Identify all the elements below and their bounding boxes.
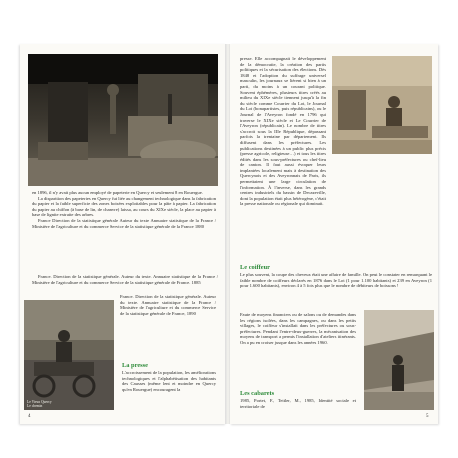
right-page [230,44,438,424]
old-man-photo [24,300,114,410]
paragraph: en 1896, il n'y avait plus aucun employé de papeterie en Quercy et seulement 8 en Rouergue. [32,190,203,195]
left-text-block [32,190,216,229]
left-text-citation [32,274,218,285]
page-number: 5 [426,414,429,419]
paragraph: France. Direction de la statistique générale. Auteur du texte. Annuaire statistique de la France / Ministère de l'agriculture et du commerce Service de la statistique générale de France, 1890 [120,294,216,316]
left-page [20,44,226,424]
paragraph: La disparition des papeteries en Quercy fut liée au changement technologique dans la fabrication du papier et la faible superficie des zones boisées exploitables pour la pâte à papier. La fabrication du papier au chiffon (à base de lin, de chanvre) laissa, au cours du XIXe siècle, la place au papier à base de lignite extraite des arbres. [32,195,216,218]
paragraph: France. Direction de la statistique générale. Auteur du texte. Annuaire statistique de la France / Ministère de l'agriculture et du commerce Service de la statistique générale de France. 1885 [32,274,218,285]
photo-caption: Le Vieux Quercy Le chemin [27,400,52,408]
paragraph: France Direction de la statistique générale Auteur du texte Annuaire statistique de la France / Ministère de l'agriculture et du commerce Service de la statistique générale de la France 1880 [32,217,216,229]
presse-heading: La presse [122,362,148,369]
cabarets-text: 1985, Portet, F., Teitler, M., 1985, Identité sociale et territoriale de [240,398,356,409]
presse-text: L'accroissement de la population, les améliorations technologiques et l'alphabétisation des habitants des Causses (même lent et moindre en Quercy qu'en Rouergue) encouragent la [122,370,216,392]
street-photo [364,310,434,410]
right-col1-text: presse. Elle accompagnait le développement de la démocratie, la création des partis politiques et la sécurisation des élections. Dès 1848 et l'adoption du suffrage universel masculin, les journaux se lièrent si bien à un parti, du moins à un courant politique. Souvent éphémères, plusieurs titres créés au milieu du XIXe siècle tiennent jusqu'à la fin du siècle comme Courrier du Lot, le Journal du Lot (bonapartistes, puis républicains), ou le Journal de l'Aveyron fondé en 1796 qui traverse le XIXe siècle et Le Courrier de l'Aveyron (républicain). Le nombre de titres s'accroit sous la IIIe République, dépassant parfois la trentaine par département. Ils diffusent dans les préfectures. Les publications destinées à un public plus précis (presse agricole, religieuse…) et tous les titres édités dans les sous-préfectures ou chef-lieu de canton. Il faut aussi évoquer leurs implantées localement mais à destination des Quercynois et des Aveyronnais de Paris, ils permettaient une large circulation de l'information. À l'inverse, dans les grands centres industriels du bassin de Decazeville, dont la population était plus hétérogène, c'était la presse nationale ou régionale qui dominait. [240,56,326,207]
book-spread [20,44,438,430]
right-col2-text: Faute de moyens financiers ou de salons ou de demandes dans les régions isolées, dans les campagnes, ou dans les petits villages, le coiffeur s'installait dans les préfectures ou sous-préfectures. Pendant l'entre-deux-guerres, la mécanisation des moyens de transport a permis l'installation d'ateliers itinérants. On a pu en croiser jusque dans les années 1960. [240,312,356,345]
workshop-photo [332,56,432,154]
left-text-citation-narrow [120,294,216,316]
cabarets-heading: Les cabarets [240,390,275,397]
coiffeur-heading: Le coiffeur [240,264,270,271]
page-number: 4 [28,414,31,419]
paper-mill-photo [28,54,218,186]
coiffeur-text: Le plus souvent, la coupe des cheveux était une affaire de famille. On peut le constater en remarquant le faible nombre de coiffeurs déclarés en 1876 dans le Lot (1 pour 1.100 habitants) et 239 en Aveyron (1 pour 1.600 habitants), environ 4 à 5 fois plus que le nombre de débiteurs de boissons ! [240,272,432,289]
